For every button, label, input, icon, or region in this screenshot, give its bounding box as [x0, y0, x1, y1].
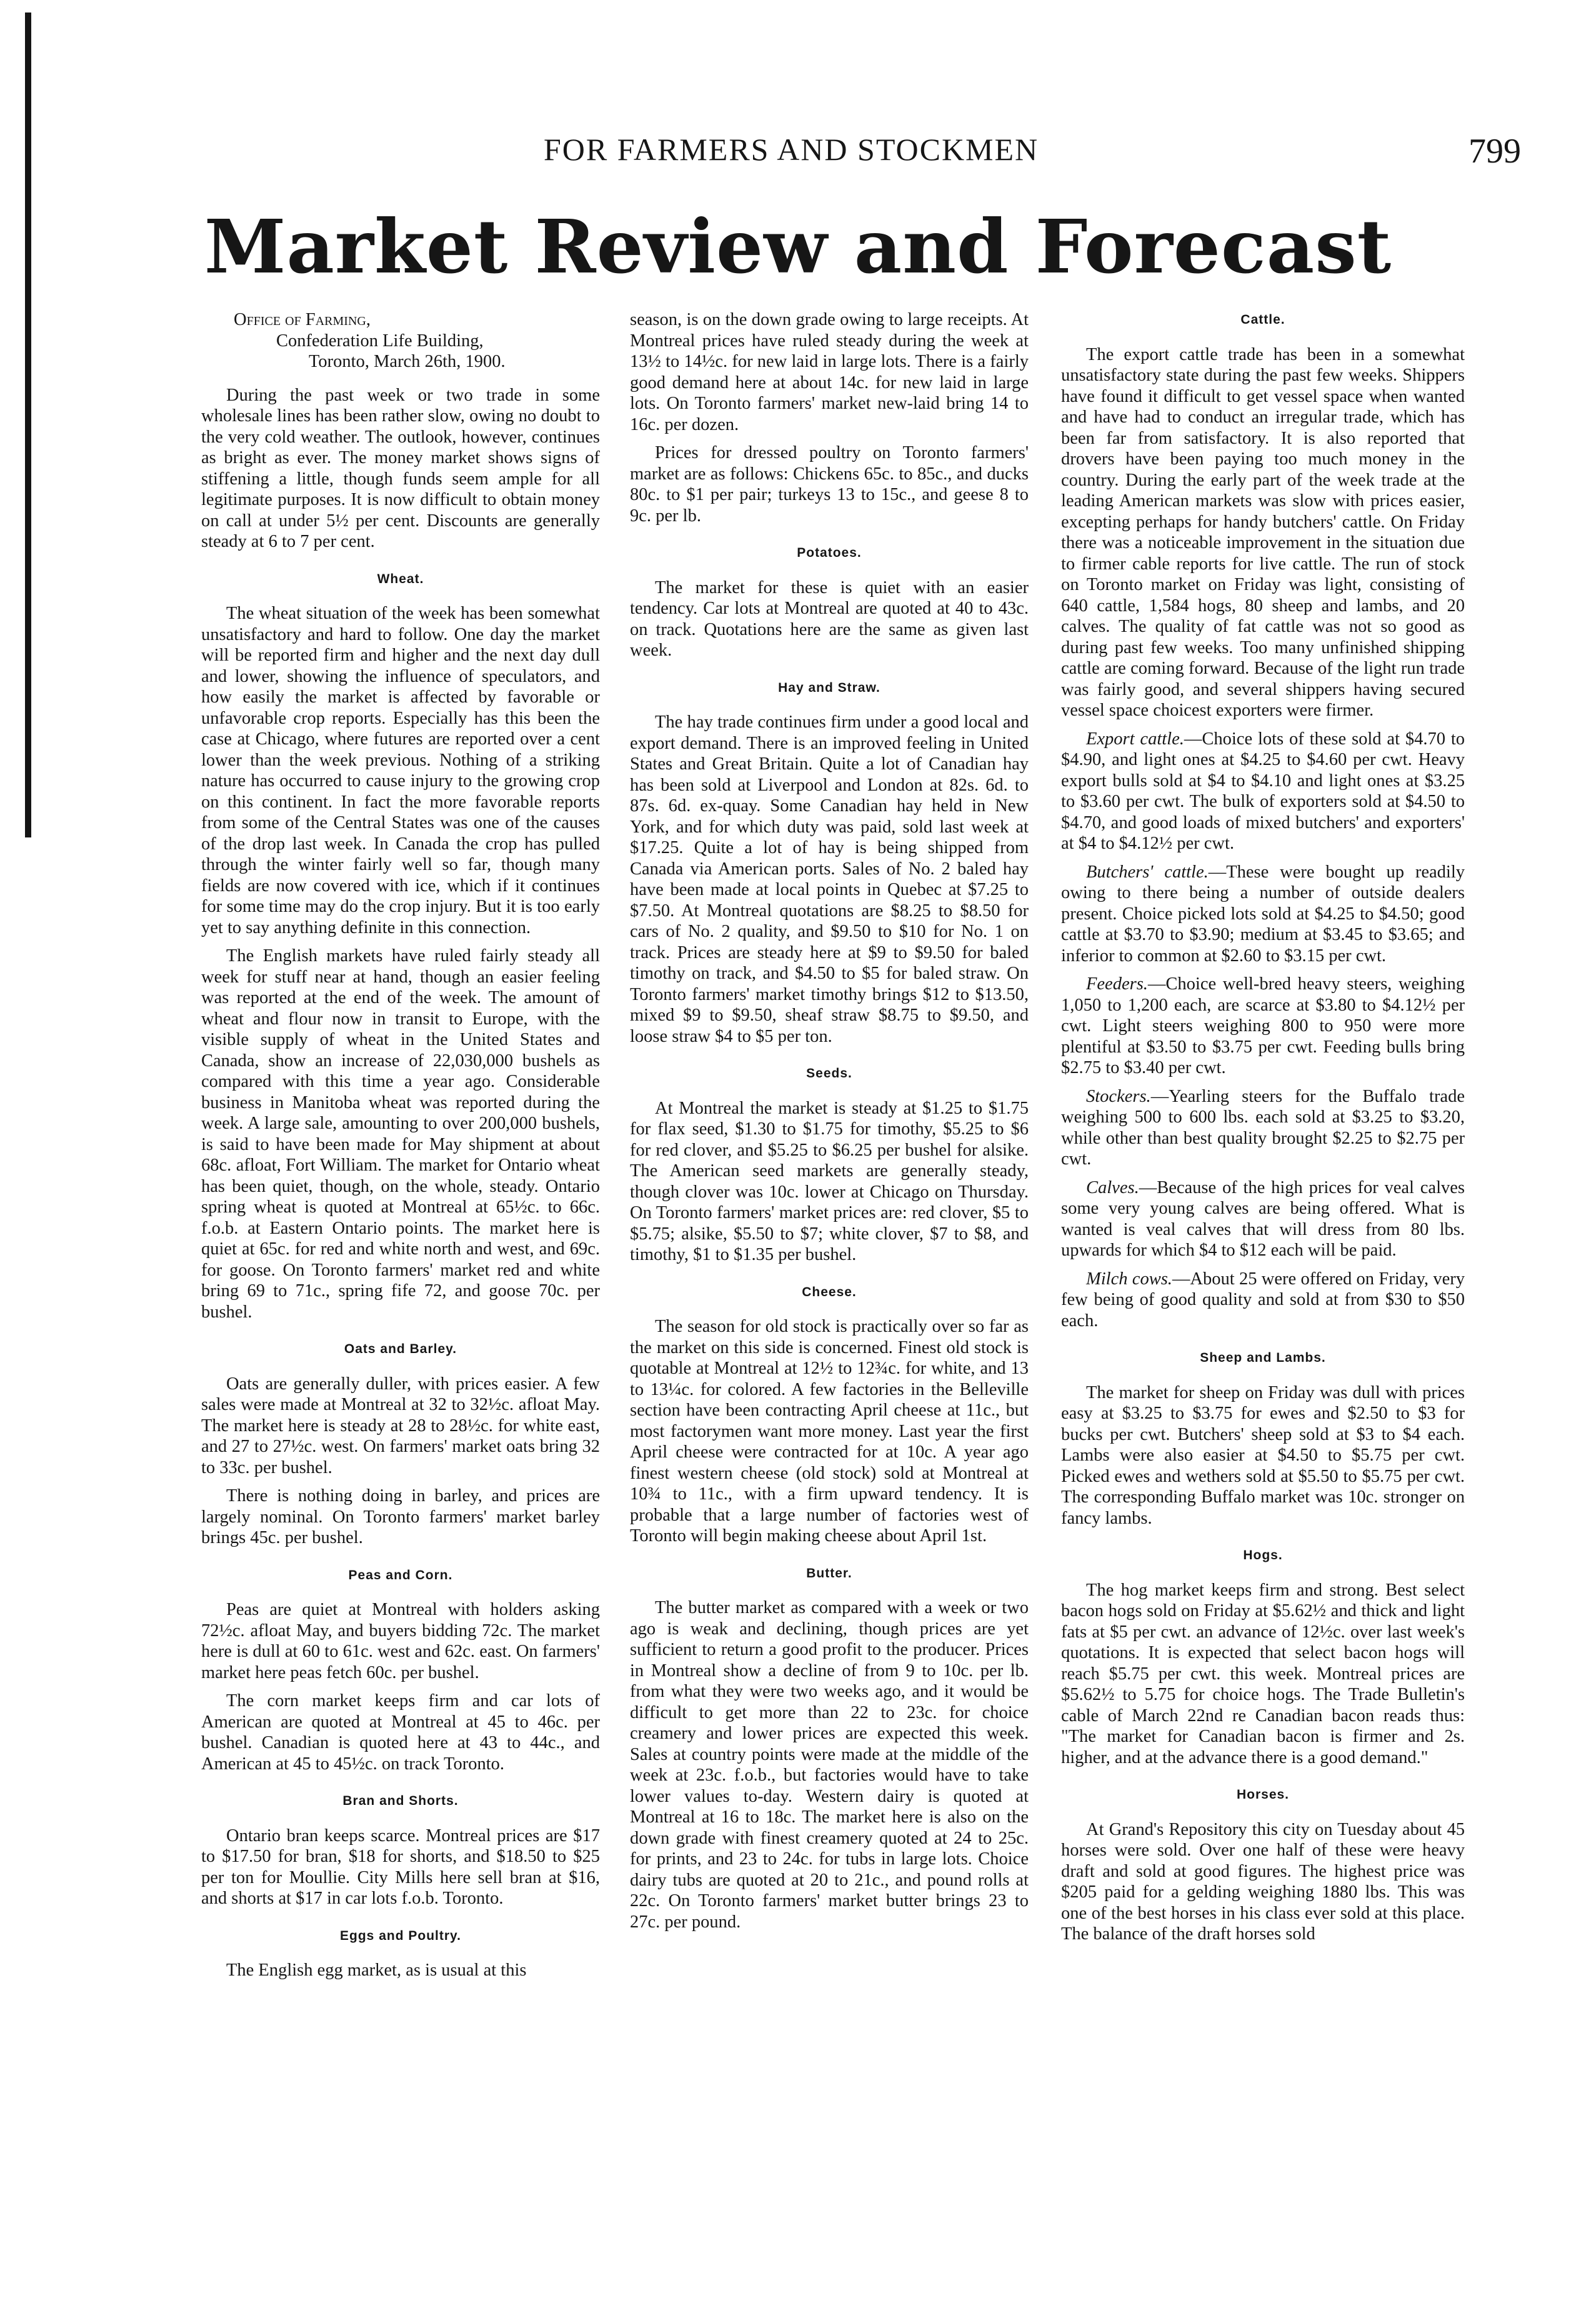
calves-text: —Because of the high prices for veal calves some very young calves are being offered. What is wanted is veal calves that will dress from 80 lbs. upwards for which $4 to $12 each will be paid. — [1061, 1177, 1465, 1260]
hogs-paragraph: The hog market keeps firm and strong. Best select bacon hogs sold on Friday at $5.62½ and thick and light fats at $5 per cwt. an advance of 12½c. over last week's quotations. It is expected that select bacon hogs will reach $5.75 per cwt. this week. Montreal prices are $5.62½ to 5.75 for choice hogs. The Trade Bulletin's cable of March 22nd re Canadian bacon reads thus: "The market for Canadian bacon is firmer and 2s. higher, and at the advance there is a good demand." — [1061, 1580, 1465, 1767]
poultry-paragraph: Prices for dressed poultry on Toronto farmers' market are as follows: Chickens 65c. to 85c., and ducks 80c. to $1 per pair; turkeys 13 to 15c., and geese 8 to 9c. per lb. — [630, 443, 1029, 526]
running-head-title: FOR FARMERS AND STOCKMEN — [544, 132, 1039, 167]
feeders-lead: Feeders. — [1086, 974, 1148, 994]
section-heading-potatoes: Potatoes. — [797, 546, 862, 560]
dateline — [201, 309, 600, 372]
feeders-text: —Choice well-bred heavy steers, weighing 1,050 to 1,200 each, are scarce at $3.80 to $4.12½ per cwt. Light steers weighing 800 to 950 were more plentiful at $3.50 to $3.75 per cwt. Feeding bulls bring $2.75 to $3.40 per cwt. — [1061, 974, 1465, 1077]
barley-paragraph: There is nothing doing in barley, and prices are largely nominal. On Toronto farmers' market barley brings 45c. per bushel. — [201, 1486, 600, 1547]
page-title: Market Review and Forecast — [204, 203, 1392, 290]
dateline-office: Office of Farming, — [234, 310, 371, 329]
calves-lead: Calves. — [1086, 1177, 1139, 1197]
seeds-paragraph: At Montreal the market is steady at $1.25 to $1.75 for flax seed, $1.30 to $1.75 for timothy, $5.25 to $6 for red clover, and $5.25 to $6.25 per bushel for alsike. The American seed markets are generally steady, though clover was 10c. lower at Chicago on Thursday. On Toronto farmers' market prices are: red clover, $5 to $5.75; alsike, $5.50 to $7; white clover, $7 to $8, and timothy, $1 to $1.35 per bushel. — [630, 1098, 1029, 1264]
running-head — [0, 131, 1596, 175]
calves-paragraph — [1061, 1177, 1465, 1261]
wheat-paragraph-1: The wheat situation of the week has been somewhat unsatisfactory and hard to follow. One day the market will be reported firm and higher and the next day dull and lower, showing the influence of speculators, and how easily the market is affected by favorable or unfavorable crop reports. Especially has this been the case at Chicago, where futures are reported over a cent lower than the week previous. Nothing of a striking nature has occurred to cause injury to the growing crop on this continent. In fact the more favorable reports from some of the Central States was one of the causes of the drop last week. In Canada the crop has pulled through the winter fairly well so far, though many fields are now covered with ice, which if it continues for some time may do the crop injury. But it is too early yet to say anything definite in this connection. — [201, 604, 600, 937]
milch-cows-paragraph — [1061, 1269, 1465, 1332]
section-heading-wheat: Wheat. — [377, 571, 424, 586]
butter-paragraph: The butter market as compared with a week or two ago is weak and declining, though prices are yet sufficient to return a good profit to the producer. Prices in Montreal show a decline of from 9 to 10c. per lb. from what they were two weeks ago, and it would be difficult to get more than 22 to 23c. for choice creamery and lower prices are expected this week. Sales at country points were made at the middle of the week at 23c. f.o.b., but factories would have to take lower values to-day. Western dairy is quoted at Montreal at 16 to 18c. The market here is also on the down grade with finest creamery quoted at 24 to 25c. for prints, and 23 to 24c. for tubs in large lots. Choice dairy tubs are quoted at 20 to 21c., and pound rolls at 22c. On Toronto farmers' market butter brings 23 to 27c. per pound. — [630, 1598, 1029, 1932]
horses-paragraph: At Grand's Repository this city on Tuesday about 45 horses were sold. Over one half of these were heavy draft and sold at good figures. The highest price was $205 paid for a gelding weighing 1880 lbs. This was one of the best horses in his class ever sold at this place. The balance of the draft horses sold — [1061, 1819, 1465, 1944]
export-cattle-lead: Export cattle. — [1086, 729, 1184, 749]
oats-paragraph: Oats are generally duller, with prices easier. A few sales were made at Montreal at 32 to 32½c. afloat May. The market here is steady at 28 to 28½c. for white east, and 27 to 27½c. west. On farmers' market oats bring 32 to 33c. per bushel. — [201, 1374, 600, 1477]
butchers-cattle-lead: Butchers' cattle. — [1086, 862, 1209, 882]
export-cattle-text: —Choice lots of these sold at $4.70 to $4.90, and light ones at $4.25 to $4.60 per cwt. Heavy export bulls sold at $4 to $4.10 and light ones at $3.25 to $3.60 per cwt. The bulk of exporters sold at $4.50 to $4.70, and good loads of mixed butchers' and exporters' at $4 to $4.12½ per cwt. — [1061, 729, 1465, 853]
column-3 — [1061, 309, 1465, 1952]
bran-paragraph: Ontario bran keeps scarce. Montreal prices are $17 to $17.50 for bran, $18 for shorts, and $18.50 to $25 per ton for Moullie. City Mills here sell bran at $16, and shorts at $17 in car lots f.o.b. Toronto. — [201, 1826, 600, 1908]
section-heading-horses: Horses. — [1236, 1787, 1290, 1802]
butchers-cattle-text: —These were bought up readily owing to there being a number of outside dealers present. Choice picked lots sold at $4.25 to $4.50; good cattle at $3.70 to $3.90; medium at $3.45 to $3.65; and inferior to common at $2.60 to $3.15 per cwt. — [1061, 862, 1465, 966]
milch-cows-lead: Milch cows. — [1086, 1269, 1172, 1289]
sheep-paragraph: The market for sheep on Friday was dull with prices easy at $3.25 to $3.75 for ewes and $2.50 to $3 for bucks per cwt. Butchers' sheep sold at $3 to $4 each. Lambs were also easier at $4.50 to $5.75 per cwt. Picked ewes and wethers sold at $5.50 to $5.75 per cwt. The corresponding Buffalo market was 10c. stronger on fancy lambs. — [1061, 1382, 1465, 1528]
potatoes-paragraph: The market for these is quiet with an easier tendency. Car lots at Montreal are quoted at 40 to 43c. on track. Quotations here are the same as given last week. — [630, 577, 1029, 660]
stockers-text: —Yearling steers for the Buffalo trade weighing 500 to 600 lbs. each sold at $3.25 to $3.20, while other than best quality brought $2.25 to $2.75 per cwt. — [1061, 1086, 1465, 1169]
hay-paragraph: The hay trade continues firm under a good local and export demand. There is an improved feeling in United States and Great Britain. Quite a lot of Canadian hay has been sold at Liverpool and London at 82s. 6d. to 87s. 6d. ex-quay. Some Canadian hay held in New York, and for which duty was paid, sold last week at $17.25. Quite a lot of hay is being shipped from Canada via American ports. Sales of No. 2 baled hay have been made at local points in Quebec at $7.25 to $7.50. At Montreal quotations are $8.25 to $8.50 for cars of No. 2 quality, and $9.50 to $10 for No. 1 on track. Prices are steady here at $9 to $9.50 for baled timothy on track, and $4.50 to $5 for baled straw. On Toronto farmers' market timothy brings $12 to $13.50, mixed $9 to $9.50, sheaf straw $8.75 to $9.50, and loose straw $4 to $5 per ton. — [630, 712, 1029, 1046]
intro-paragraph: During the past week or two trade in some wholesale lines has been rather slow, owing no doubt to the very cold weather. The outlook, however, continues as bright as ever. The money market shows signs of stiffening a little, though funds seem ample for all legitimate purposes. It is now difficult to obtain money on call at under 5½ per cent. Discounts are generally steady at 6 to 7 per cent. — [201, 385, 600, 551]
section-heading-cheese: Cheese. — [802, 1284, 857, 1299]
section-heading-sheep-lambs: Sheep and Lambs. — [1200, 1351, 1326, 1365]
corn-paragraph: The corn market keeps firm and car lots of American are quoted at Montreal at 45 to 46c. per bushel. Canadian is quoted here at 43 to 44c., and American at 45 to 45½c. on track Toronto. — [201, 1691, 600, 1774]
butchers-cattle-paragraph — [1061, 862, 1465, 967]
section-heading-eggs-poultry: Eggs and Poultry. — [340, 1928, 461, 1943]
export-cattle-paragraph — [1061, 729, 1465, 854]
peas-paragraph: Peas are quiet at Montreal with holders asking 72½c. afloat May, and buyers bidding 72c. The market here is dull at 60 to 61c. west and 62c. east. On farmers' market here peas fetch 60c. per bushel. — [201, 1600, 600, 1682]
column-1 — [201, 309, 600, 1989]
stockers-lead: Stockers. — [1086, 1086, 1151, 1106]
dateline-date: Toronto, March 26th, 1900. — [309, 352, 506, 371]
section-heading-peas-corn: Peas and Corn. — [348, 1567, 453, 1582]
eggs-paragraph-1: The English egg market, as is usual at this — [226, 1961, 527, 1980]
stockers-paragraph — [1061, 1086, 1465, 1170]
wheat-paragraph-2: The English markets have ruled fairly steady all week for stuff near at hand, though an easier feeling was reported at the end of the week. The amount of wheat and flour now in transit to Europe, with the visible supply of wheat in the United States and Canada, show an increase of 22,030,000 bushels as compared with this time a year ago. Considerable business in Manitoba wheat was reported during the week. A large sale, amounting to over 200,000 bushels, is said to have been made for May shipment at about 68c. afloat, Fort William. The market for Ontario wheat has been quiet, though, on the whole, steady. Ontario spring wheat is quoted at Montreal at 65½c. to 66c. f.o.b. at Eastern Ontario points. The market here is quiet at 65c. for red and white north and west, and 69c. for goose. On Toronto farmers' market red and white bring 69 to 71c., spring fife 72, and goose 70c. per bushel. — [201, 946, 600, 1322]
cattle-paragraph: The export cattle trade has been in a somewhat unsatisfactory state during the past few weeks. Shippers have found it difficult to get vessel space when wanted and have had to conduct an irregular trade, which has been far from satisfactory. It is also reported that drovers have been paying too much money in the country. During the early part of the week trade at the leading American markets was slow with prices easier, excepting perhaps for handy butchers' cattle. On Friday there was a noticeable improvement in the situation due to firmer cable reports for live cattle. The run of stock on Toronto market on Friday was light, consisting of 640 cattle, 1,584 hogs, 80 sheep and lambs, and 20 calves. The quality of fat cattle was not so good as during past few weeks. Too many unfinished shipping cattle are coming forward. Because of the light run trade was fairly good, and several shippers having secured vessel space choicest exporters were firmer. — [1061, 344, 1465, 720]
milch-cows-text: —About 25 were offered on Friday, very few being of good quality and sold at from $30 to $50 each. — [1061, 1269, 1465, 1331]
feeders-paragraph — [1061, 974, 1465, 1079]
column-2 — [630, 309, 1029, 1940]
page-number: 799 — [1469, 132, 1521, 171]
dateline-building: Confederation Life Building, — [276, 331, 484, 351]
eggs-paragraph-continued: season, is on the down grade owing to large receipts. At Montreal prices have ruled steady during the week at 13½ to 14½c. for new laid in large lots. There is a fairly good demand here at about 14c. for new laid in large lots. On Toronto farmers' market new-laid bring 14 to 16c. per dozen. — [630, 310, 1029, 434]
section-heading-cattle: Cattle. — [1240, 312, 1285, 327]
section-heading-seeds: Seeds. — [806, 1066, 852, 1081]
section-heading-butter: Butter. — [806, 1566, 852, 1581]
section-heading-hogs: Hogs. — [1243, 1548, 1283, 1562]
section-heading-hay-straw: Hay and Straw. — [778, 680, 880, 695]
section-heading-bran-shorts: Bran and Shorts. — [342, 1794, 459, 1808]
section-heading-oats-barley: Oats and Barley. — [344, 1342, 457, 1356]
cheese-paragraph: The season for old stock is practically over so far as the market on this side is concerned. Finest old stock is quotable at Montreal at 12½ to 12¾c. for white, and 13 to 13¼c. for colored. A few factories in the Belleville section have been contracting April cheese at 11c., but most factorymen want more money. Last year the first April cheese were contracted for at 10c. A year ago finest western cheese (old stock) sold at Montreal at 10¾ to 11c., with a firm upward tendency. It is probable that a large number of factories west of Toronto will begin making cheese about April 1st. — [630, 1317, 1029, 1546]
